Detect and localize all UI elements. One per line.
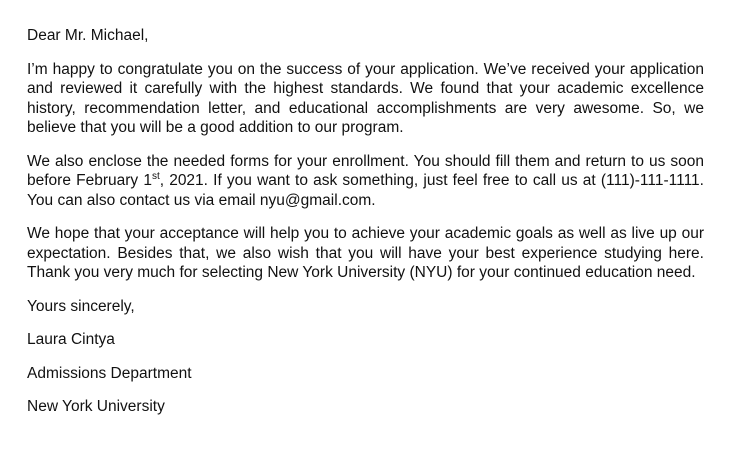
signature-department: Admissions Department bbox=[27, 364, 192, 382]
ordinal-superscript: st bbox=[151, 170, 160, 182]
signature-organization: New York University bbox=[27, 398, 165, 415]
signature-name: Laura Cintya bbox=[27, 331, 115, 348]
paragraph-expectation: We hope that your acceptance will help you to achieve your academic goals as well as live up our expectation. Besides that, we also wish that you will have your best experience studying here. Thank you very much for selecting New York University (NYU) for your continued education need. bbox=[27, 225, 704, 281]
paragraph-enrollment-text-end: , 2021. If you want to ask something, just feel free to call us at (111)-111-1111. You can also contact us via email nyu@gmail.com. bbox=[27, 172, 704, 209]
paragraph-enrollment-text-start: We also enclose the needed forms for your enrollment. You should fill them and return to us soon before February 1 bbox=[27, 152, 704, 189]
closing: Yours sincerely, bbox=[27, 297, 135, 315]
salutation: Dear Mr. Michael, bbox=[27, 27, 149, 44]
paragraph-enrollment bbox=[27, 152, 704, 211]
paragraph-congratulation: I’m happy to congratulate you on the success of your application. We’ve received your application and reviewed it carefully with the highest standards. We found that your academic excellence history, recommendation letter, and educational accomplishments are very awesome. So, we believe that you will be a good addition to our program. bbox=[27, 60, 704, 136]
